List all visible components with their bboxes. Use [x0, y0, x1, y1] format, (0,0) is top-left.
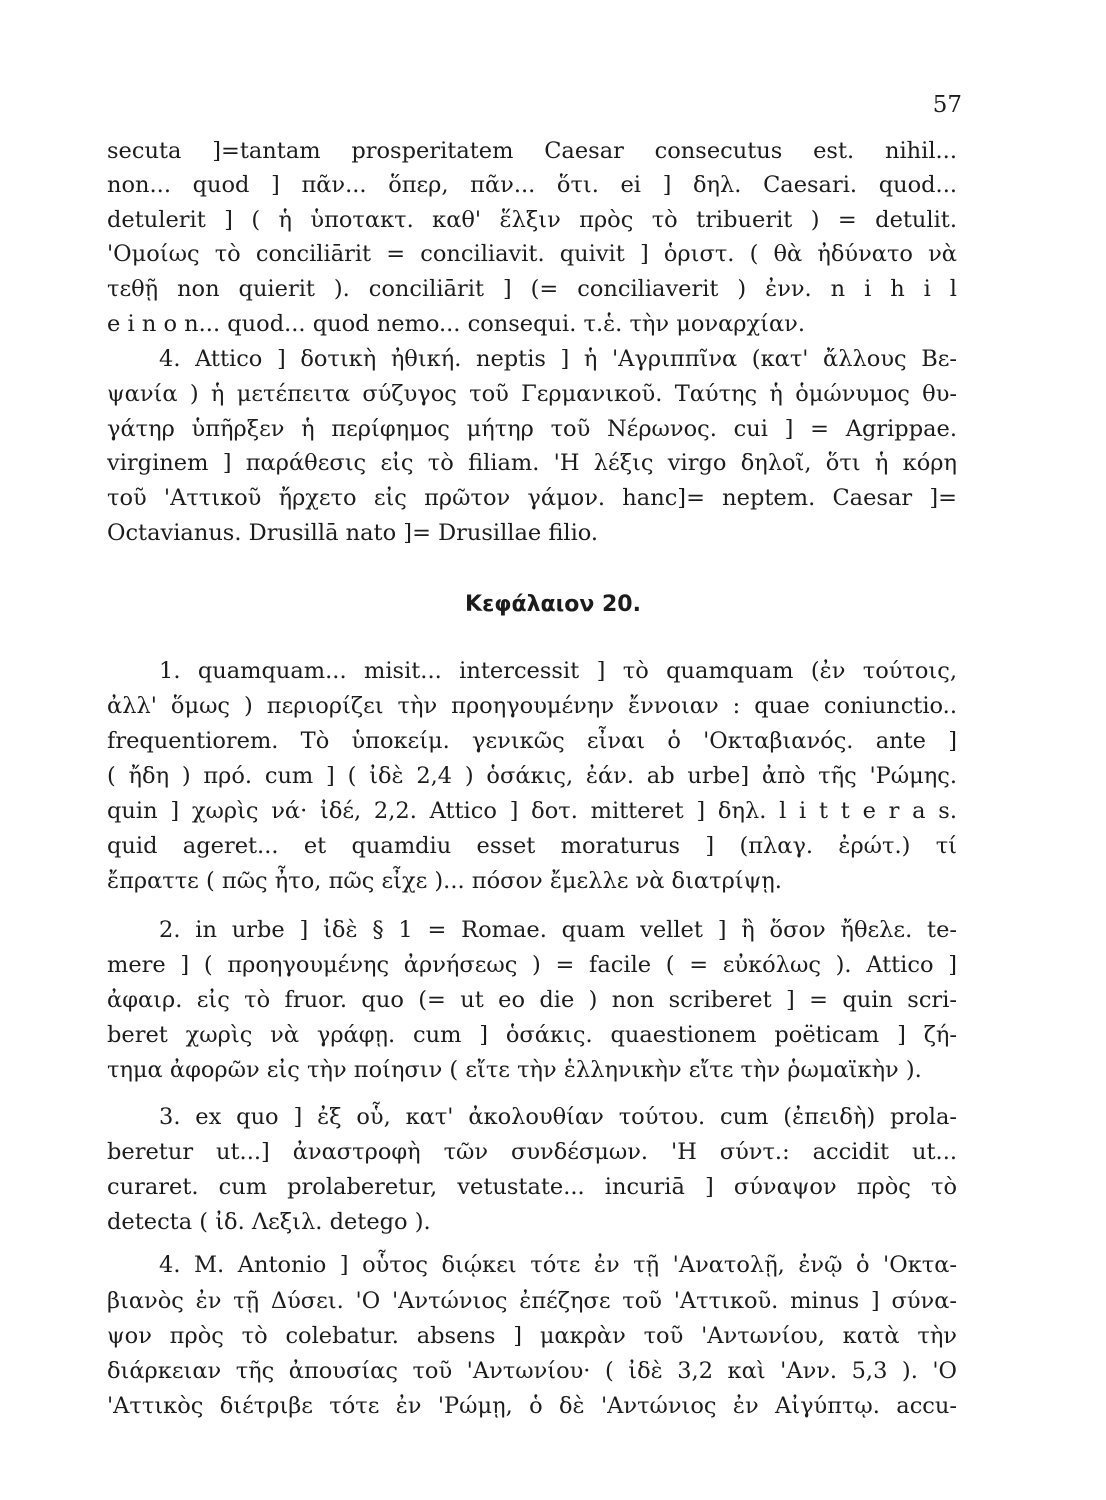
text-line: detulerit ] ( ἡ ὑποτακτ. καθ' ἕλξιν πρὸς τὸ tribuerit ) = detulit.: [107, 207, 957, 233]
section-2-first-line: 2. in urbe ] ἰδὲ § 1 = Romae. quam vellet ] ἢ ὅσον ἤθελε. te-: [159, 917, 957, 943]
text-line: quin ] χωρὶς νά· ἰδέ, 2,2. Attico ] δοτ. mitteret ] δηλ. l i t t e r a s.: [107, 798, 957, 824]
text-line: beret χωρὶς νὰ γράφῃ. cum ] ὁσάκις. quaestionem poëticam ] ζή-: [107, 1022, 957, 1048]
text-line: 'Ομοίως τὸ conciliārit = conciliavit. quivit ] ὁριστ. ( θὰ ἠδύνατο νὰ: [107, 241, 957, 267]
text-line: ἀλλ' ὅμως ) περιορίζει τὴν προηγουμένην ἔννοιαν : quae coniunctio..: [107, 693, 957, 719]
text-line: beretur ut...] ἀναστροφὴ τῶν συνδέσμων. 'Η σύντ.: accidit ut...: [107, 1139, 957, 1165]
text-line: curaret. cum prolaberetur, vetustate... incuriā ] σύναψον πρὸς τὸ: [107, 1174, 957, 1200]
chapter-heading: Κεφάλαιον 20.: [465, 592, 641, 617]
text-line: e i n o n... quod... quod nemo... consequi. τ.ἑ. τὴν μοναρχίαν.: [107, 311, 805, 337]
text-line: detecta ( ἰδ. Λεξιλ. detego ).: [107, 1209, 431, 1235]
text-line: ψον πρὸς τὸ colebatur. absens ] μακρὰν τοῦ 'Αντωνίου, κατὰ τὴν: [107, 1323, 957, 1349]
section-4-first-line: 4. M. Antonio ] οὗτος διῴκει τότε ἐν τῇ 'Ανατολῇ, ἐνῷ ὁ 'Οκτα-: [159, 1252, 957, 1278]
text-line: τεθῇ non quierit ). conciliārit ] (= conciliaverit ) ἐνν. n i h i l: [107, 276, 957, 302]
text-line: βιανὸς ἐν τῇ Δύσει. 'Ο 'Αντώνιος ἐπέζησε τοῦ 'Αττικοῦ. minus ] σύνα-: [107, 1288, 957, 1314]
note-4-first-line: 4. Attico ] δοτικὴ ἠθική. neptis ] ἡ 'Αγριππῖνα (κατ' ἄλλους Βε-: [159, 346, 957, 372]
page-number: 57: [932, 92, 962, 118]
text-line: γάτηρ ὑπῆρξεν ἡ περίφημος μήτηρ τοῦ Νέρωνος. cui ] = Agrippae.: [107, 416, 957, 442]
text-line: non... quod ] πᾶν... ὅπερ, πᾶν... ὅτι. ei ] δηλ. Caesari. quod...: [107, 172, 957, 198]
text-line: διάρκειαν τῆς ἀπουσίας τοῦ 'Αντωνίου· ( ἰδὲ 3,2 καὶ 'Ανν. 5,3 ). 'Ο: [107, 1358, 957, 1384]
text-line: secuta ]=tantam prosperitatem Caesar consecutus est. nihil...: [107, 138, 957, 164]
text-line: ψανία ) ἡ μετέπειτα σύζυγος τοῦ Γερμανικοῦ. Ταύτης ἡ ὁμώνυμος θυ-: [107, 381, 957, 407]
section-1-first-line: 1. quamquam... misit... intercessit ] τὸ quamquam (ἐν τούτοις,: [159, 658, 957, 684]
text-line: frequentiorem. Τὸ ὑποκείμ. γενικῶς εἶναι ὁ 'Οκταβιανός. ante ]: [107, 728, 957, 754]
text-line: mere ] ( προηγουμένης ἀρνήσεως ) = facile ( = εὐκόλως ). Attico ]: [107, 952, 957, 978]
text-line: quid ageret... et quamdiu esset moraturus ] (πλαγ. ἐρώτ.) τί: [107, 833, 957, 859]
text-line: virginem ] παράθεσις εἰς τὸ filiam. 'Η λέξις virgo δηλοῖ, ὅτι ἡ κόρη: [107, 450, 957, 476]
text-line: ( ἤδη ) πρό. cum ] ( ἰδὲ 2,4 ) ὁσάκις, ἐάν. ab urbe] ἀπὸ τῆς 'Ρώμης.: [107, 763, 957, 789]
text-line: 'Αττικὸς διέτριβε τότε ἐν 'Ρώμῃ, ὁ δὲ 'Αντώνιος ἐν Αἰγύπτῳ. accu-: [107, 1393, 957, 1419]
text-line: ἀφαιρ. εἰς τὸ fruor. quo (= ut eo die ) non scriberet ] = quin scri-: [107, 987, 957, 1013]
text-line: τοῦ 'Αττικοῦ ἤρχετο εἰς πρῶτον γάμον. hanc]= neptem. Caesar ]=: [107, 485, 957, 511]
text-line: ἔπραττε ( πῶς ἦτο, πῶς εἶχε )... πόσον ἔμελλε νὰ διατρίψῃ.: [107, 868, 782, 894]
section-3-first-line: 3. ex quo ] ἐξ οὗ, κατ' ἀκολουθίαν τούτου. cum (ἐπειδὴ) prola-: [159, 1104, 957, 1130]
text-line: Octavianus. Drusillā nato ]= Drusillae filio.: [107, 520, 599, 546]
text-line: τημα ἀφορῶν εἰς τὴν ποίησιν ( εἴτε τὴν ἑλληνικὴν εἴτε τὴν ῥωμαϊκὴν ).: [107, 1057, 922, 1083]
